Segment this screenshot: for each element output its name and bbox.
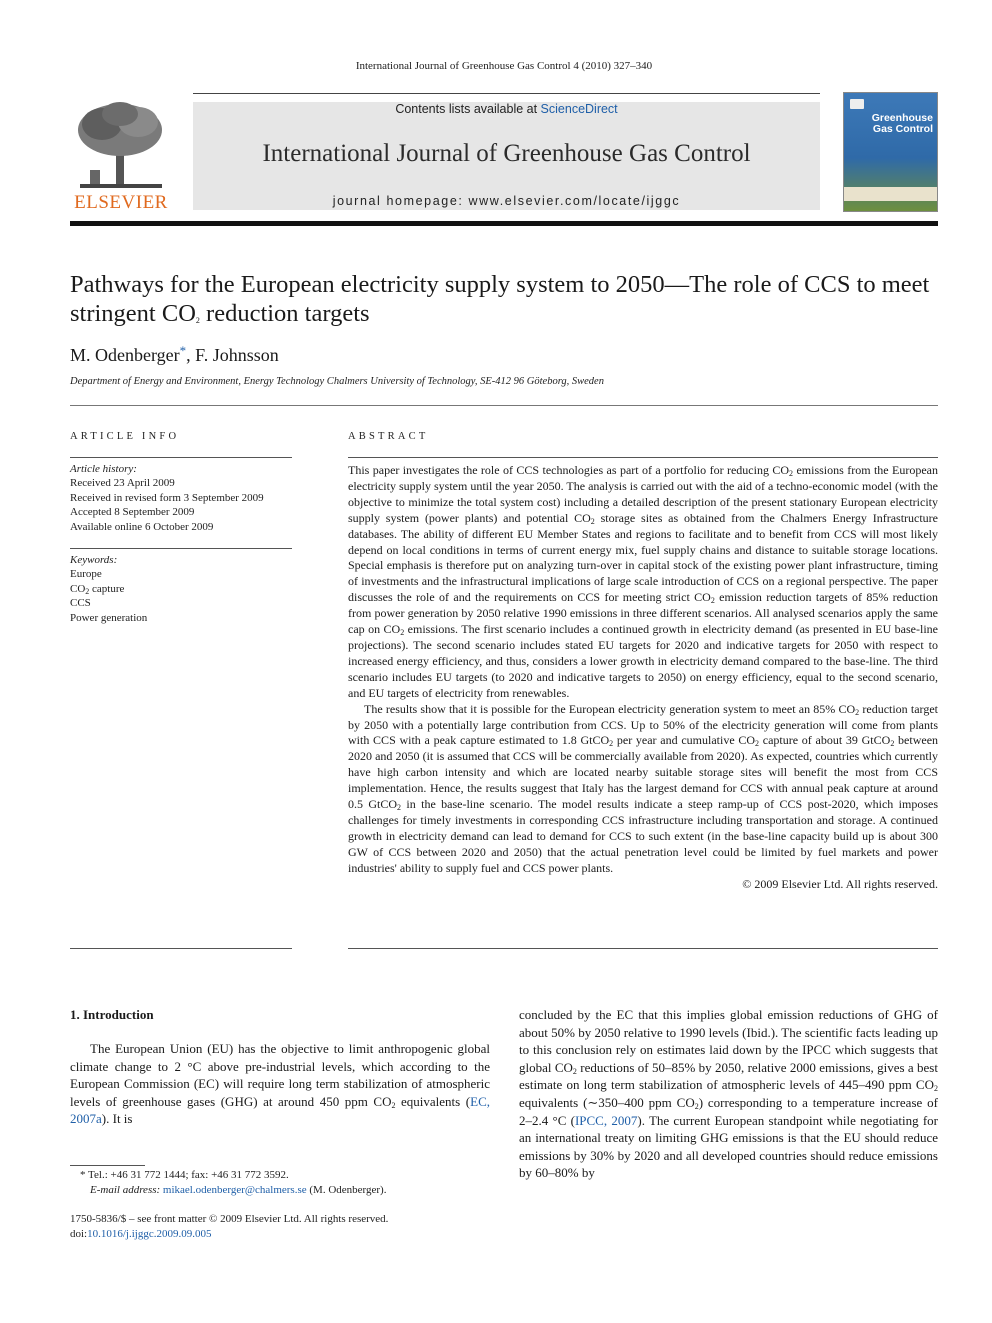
journal-citation: International Journal of Greenhouse Gas Control 4 (2010) 327–340 <box>355 60 653 72</box>
abstract-paragraph-1: This paper investigates the role of CCS technologies as part of a portfolio for reducing $CO_2$ emissions from the European electricity supply system until the year 2050. The analysis is carried out with the aid of a techno-economic model (with the objective to minimize the total system cost) including a detailed description of the present stationary European electricity supply system (power plants) and potential $CO_2$ storage sites as obtained from the Chalmers Energy Infrastructure databases. The ability of different EU Member States and regions to facilitate and to benefit from CCS will most likely depend on local conditions in terms of current energy mix, fuel supply chains and distance to suitable storage locations. Special emphasis is therefore put on analyzing turn-over in capital stock of the existing power plant infrastructure, timing of investments and the infrastructural implications of large scale introduction of CCS on a regional perspective. The paper discusses the role of and the requirements on CCS for meeting strict $CO_2$ emission reduction targets of 85% reduction from power generation by 2050 relative 1990 emissions in three different scenarios. All analysed scenarios apply the same cap on $CO_2$ emissions. The first scenario includes a continued growth in electricity demand (as presented in EU base-line projections). The second scenario includes stated EU targets for 2020 and indicative targets for 2050 with respect to increased energy efficiency, and thus, considers a lower growth in electricity demand compared to the base-line. The third scenario includes EU targets (to 2020 and indicative targets to 2050) on energy efficiency, equal to the second scenario, and EU targets of electricity from renewables. <box>348 463 939 700</box>
cover-logo-icon <box>850 99 864 109</box>
publication-meta <box>70 1212 510 1242</box>
abstract-rule <box>348 457 938 458</box>
history-revised: Received in revised form 3 September 2009 <box>70 491 264 504</box>
ref-ipcc-2007[interactable]: IPCC, 2007 <box>574 1112 638 1128</box>
history-accepted: Accepted 8 September 2009 <box>70 506 195 519</box>
journal-title: International Journal of Greenhouse Gas Control <box>262 140 751 167</box>
contents-prefix: Contents lists available at <box>395 102 541 116</box>
issn-line: 1750-5836/$ – see front matter © 2009 Elsevier Ltd. All rights reserved. <box>70 1213 389 1225</box>
keywords <box>70 553 292 625</box>
journal-homepage[interactable]: journal homepage: www.elsevier.com/locate/ijggc <box>332 194 681 208</box>
keywords-rule <box>70 548 292 549</box>
keyword-power-generation: Power generation <box>70 611 148 624</box>
abstract-body <box>348 463 938 892</box>
article-info-bottom-rule <box>70 948 292 949</box>
elsevier-logo[interactable] <box>70 100 172 212</box>
cover-band <box>844 187 937 201</box>
section-heading-introduction: 1. Introduction <box>70 1007 154 1022</box>
article-history <box>70 462 292 534</box>
tree-icon <box>70 100 172 192</box>
title-text-2: reduction targets <box>199 300 370 327</box>
email-link[interactable]: mikael.odenberger@chalmers.se <box>162 1184 307 1196</box>
title-text-1: Pathways for the European electricity supply system to 2050—The role of CCS to meet stringent CO <box>70 271 930 327</box>
abstract-copyright: © 2009 Elsevier Ltd. All rights reserved. <box>742 876 938 891</box>
footnote-rule <box>70 1165 145 1166</box>
author-list <box>70 343 279 366</box>
sciencedirect-link[interactable]: ScienceDirect <box>540 102 618 116</box>
author-footnote <box>70 1168 490 1198</box>
author-johnsson[interactable]: , F. Johnsson <box>186 345 279 365</box>
header-divider <box>70 221 938 226</box>
intro-paragraph: The European Union (EU) has the objective to limit anthropogenic global climate change to 2 °C above pre-industrial levels, which according to the European Commission (EC) will require long term stabilization of atmospheric levels of greenhouse gases (GHG) at around 450 ppm $CO_2$ equivalents (EC, 2007a). It is <box>70 1041 490 1127</box>
affiliation: Department of Energy and Environment, Energy Technology Chalmers University of Technology, SE-412 96 Göteborg, Sweden <box>70 376 604 387</box>
contents-line <box>193 102 820 116</box>
doi-line: doi:10.1016/j.ijggc.2009.09.005 <box>70 1228 212 1240</box>
intro-right-column <box>519 1006 938 1182</box>
journal-cover-image[interactable] <box>843 92 938 212</box>
publisher-name: ELSEVIER <box>74 192 168 213</box>
footnote-email: E-mail address: mikael.odenberger@chalmers.se (M. Odenberger). <box>90 1184 387 1196</box>
ref-ec-2007a[interactable]: EC, 2007a <box>70 1093 490 1127</box>
article-title <box>70 270 940 328</box>
abstract-paragraph-2: The results show that it is possible for the European electricity generation system to meet an 85% $CO_2$ reduction target by 2050 with a potentially large contribution from CCS. Up to 50% of the electricity generation will come from plants with CCS with a peak capture estimated to 1.8 GtCO$_2$ per year and cumulative $CO_2$ capture of about 39 GtCO$_2$ between 2020 and 2050 (it is assumed that CCS will be commercially available from 2020). As expected, countries which currently have high carbon intensity and which are located nearby suitable storage sites will benefit the most from CCS implementation. Hence, the results suggest that Italy has the largest demand for CCS with annual peak capture at around 0.5 GtCO$_2$ in the base-line scenario. The model results indicate a steep ramp-up of CCS post-2020, which imposes challenges for timely investments in corresponding CCS infrastructure including transportation and storage. A continued growth in electricity demand can lead to demand for CCS to such extent (in the base-line capacity build up is about 300 GW of CCS between 2020 and 2050) that the actual penetration level could be limited by fuel markets and power industries' ability to supply fuel and CCS power plants. <box>348 701 939 875</box>
title-subscript: 2 <box>195 316 200 325</box>
history-online: Available online 6 October 2009 <box>70 520 214 533</box>
header-top-rule <box>193 93 820 94</box>
keywords-label: Keywords: <box>70 554 118 566</box>
keyword-ccs: CCS <box>70 597 91 610</box>
footnote-phone: * Tel.: +46 31 772 1444; fax: +46 31 772 3592. <box>80 1169 289 1181</box>
keyword-co2-capture: $CO_2$ capture <box>70 582 125 596</box>
history-label: Article history: <box>70 463 137 475</box>
article-info-rule <box>70 457 292 458</box>
author-odenberger[interactable]: M. Odenberger <box>70 345 180 365</box>
history-received: Received 23 April 2009 <box>70 477 175 490</box>
article-info-heading: ARTICLE INFO <box>70 431 180 442</box>
intro-paragraph-continued: concluded by the EC that this implies global emission reductions of GHG of about 50% by 2050 relative to 1990 levels (Ibid.). The scientific facts leading up to this conclusion rely on estimates laid down by the IPCC which suggests that global $CO_2$ reductions of 50–85% by 2050, relative 2000 emissions, gives a best estimate on long term stabilization of atmospheric levels of 445–490 ppm $CO_2$ equivalents (∼350–400 ppm $CO_2$) corresponding to a temperature increase of 2–2.4 °C (IPCC, 2007). The current European standpoint while negotiating for an international treaty on limiting GHG emissions is that the EU should reduce emissions by 30% by 2020 and all developed countries should reduce emissions by 60–80% by <box>519 1007 938 1181</box>
corresponding-author-mark[interactable]: * <box>179 343 187 358</box>
abstract-heading: ABSTRACT <box>348 431 429 442</box>
title-divider <box>70 405 938 406</box>
cover-title: Greenhouse Gas Control <box>871 112 933 135</box>
doi-link[interactable]: 10.1016/j.ijggc.2009.09.005 <box>87 1228 212 1240</box>
keyword-europe: Europe <box>70 568 102 581</box>
intro-left-column <box>70 1040 490 1128</box>
abstract-bottom-rule <box>348 948 938 949</box>
